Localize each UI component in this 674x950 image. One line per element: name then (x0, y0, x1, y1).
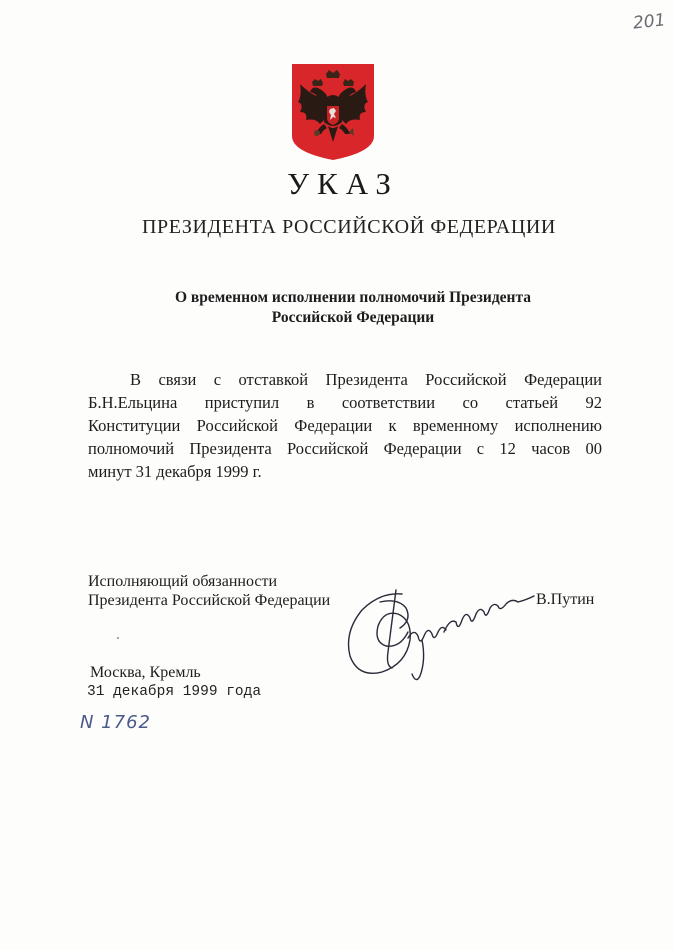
place-of-signing: Москва, Кремль (90, 664, 201, 681)
body-line: полномочий Президента Российской Федерации с 12 часов 00 (88, 439, 602, 458)
body-line: Б.Н.Ельцина приступил в соответствии со статьей 92 (88, 393, 602, 412)
russian-double-headed-eagle-emblem-icon (290, 62, 376, 162)
subject-line: О временном исполнении полномочий Президента (174, 289, 532, 306)
issuing-authority: ПРЕЗИДЕНТА РОССИЙСКОЙ ФЕДЕРАЦИИ (142, 216, 556, 238)
signatory-position (88, 572, 330, 610)
body-line: В связи с отставкой Президента Российской Федерации (130, 370, 602, 389)
subject-line: Российской Федерации (271, 309, 435, 326)
signatory-name: В.Путин (536, 591, 595, 608)
coat-of-arms-emblem (290, 62, 376, 162)
position-line: Исполняющий обязанности (88, 573, 278, 590)
handwritten-page-number: 201 (632, 10, 667, 34)
decree-body (88, 368, 602, 483)
body-line: Конституции Российской Федерации к временному исполнению (88, 416, 602, 435)
decree-title: УКАЗ (287, 166, 399, 201)
date-of-signing: 31 декабря 1999 года (87, 684, 262, 700)
handwritten-decree-number: N 1762 (80, 712, 151, 733)
decree-subject (0, 288, 674, 328)
paper-speck (117, 637, 119, 639)
position-line: Президента Российской Федерации (88, 592, 331, 609)
body-line: минут 31 декабря 1999 г. (88, 462, 262, 481)
handwritten-signature (340, 580, 540, 685)
